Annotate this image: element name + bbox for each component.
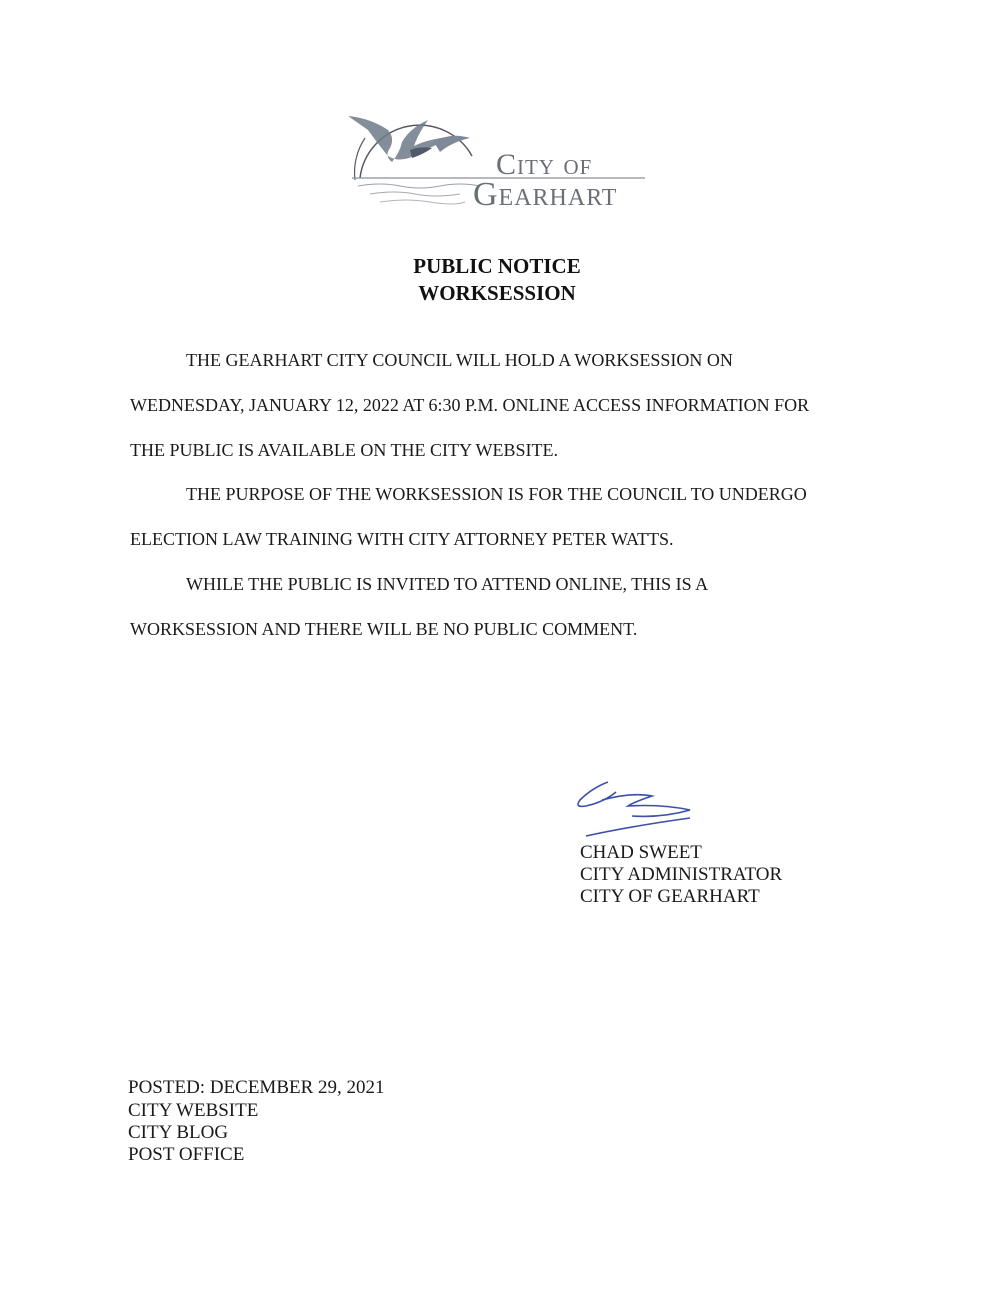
paragraph-3-line-2: WORKSESSION AND THERE WILL BE NO PUBLIC COMMENT. (130, 619, 638, 639)
logo-text-gearhart: Gearhart (473, 176, 618, 213)
notice-subtitle: WORKSESSION (418, 281, 576, 305)
city-logo (340, 108, 660, 218)
paragraph-2-line-1: THE PURPOSE OF THE WORKSESSION IS FOR THE COUNCIL TO UNDERGO (186, 484, 807, 504)
paragraph-1-line-1: THE GEARHART CITY COUNCIL WILL HOLD A WORKSESSION ON (186, 350, 733, 370)
paragraph-1-line-3: THE PUBLIC IS AVAILABLE ON THE CITY WEBSITE. (130, 440, 559, 460)
notice-title: PUBLIC NOTICE (413, 254, 581, 278)
logo-text-city-of: City of (496, 148, 593, 181)
posted-date: POSTED: DECEMBER 29, 2021 (128, 1077, 385, 1098)
paragraph-1-line-2: WEDNESDAY, JANUARY 12, 2022 AT 6:30 P.M. ONLINE ACCESS INFORMATION FOR (130, 395, 810, 415)
paragraph-2-line-2: ELECTION LAW TRAINING WITH CITY ATTORNEY PETER WATTS. (130, 529, 674, 549)
handwritten-signature (572, 776, 702, 840)
signer-title: CITY ADMINISTRATOR (580, 864, 783, 885)
signer-name: CHAD SWEET (580, 842, 702, 863)
posted-location: POST OFFICE (128, 1144, 245, 1165)
posted-location: CITY BLOG (128, 1122, 229, 1143)
paragraph-3-line-1: WHILE THE PUBLIC IS INVITED TO ATTEND ONLINE, THIS IS A (186, 574, 709, 594)
signer-organization: CITY OF GEARHART (580, 886, 760, 907)
posted-location: CITY WEBSITE (128, 1100, 259, 1121)
